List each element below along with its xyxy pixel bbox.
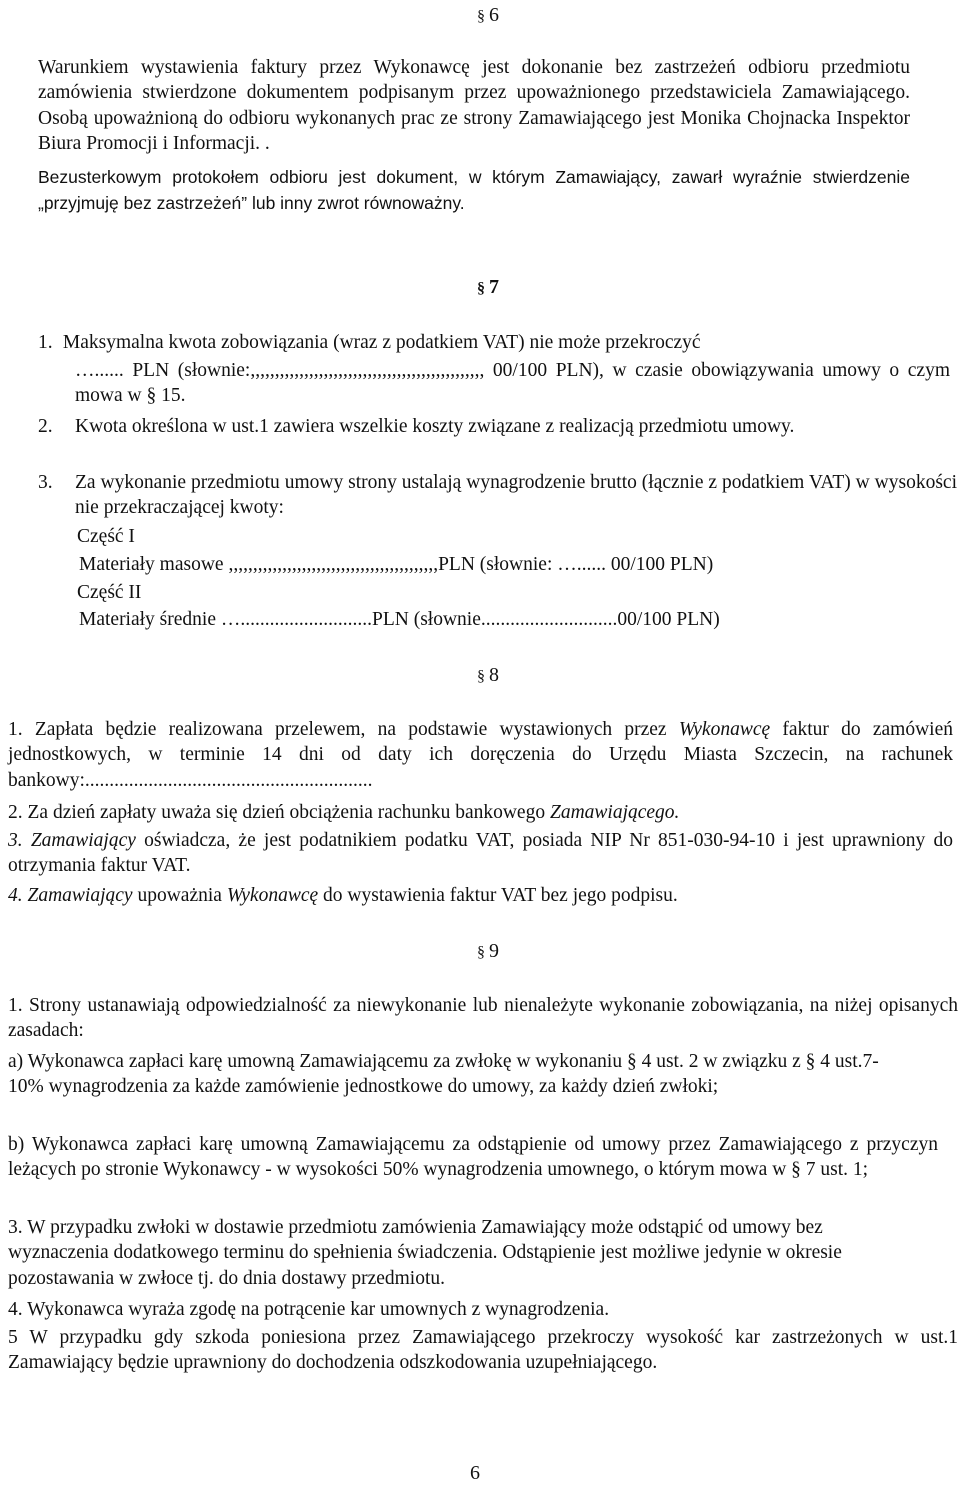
section-heading-8: § 8 [477, 664, 499, 686]
section-8-paragraph-4: 4. Zamawiający upoważnia Wykonawcę do wystawienia faktur VAT bez jego podpisu. [8, 885, 678, 906]
section-9-paragraph-3: 3. W przypadku zwłoki w dostawie przedmiotu zamówienia Zamawiający może odstąpić od umowy bez wyznaczenia dodatkowego terminu do spełnienia świadczenia. Odstąpienie jest możliwe jedynie w okresie pozostawania w zwłoce tj. do dnia dostawy przedmiotu. [8, 1217, 842, 1289]
section-9-paragraph-4: 4. Wykonawca wyraża zgodę na potrącenie kar umownych z wynagrodzenia. [8, 1299, 610, 1320]
section-7-item-1: 1. Maksymalna kwota zobowiązania (wraz z podatkiem VAT) nie może przekroczyć [38, 332, 701, 353]
section-9-point-a: a) Wykonawca zapłaci karę umowną Zamawiającemu za zwłokę w wykonaniu § 4 ust. 2 w związku z § 4 ust.7- 10% wynagrodzenia za każde zamówienie jednostkowe do umowy, za każdy dzień zwłoki; [8, 1051, 879, 1098]
section-7-item-3: 3. Za wykonanie przedmiotu umowy strony ustalają wynagrodzenie brutto (łącznie z podatkiem VAT) w wysokości nie przekraczającej kwoty: [38, 472, 957, 519]
section-heading-7: § 7 [477, 276, 499, 298]
section-8-paragraph-1: 1. Zapłata będzie realizowana przelewem, na podstawie wystawionych przez Wykonawcę faktur do zamówień jednostkowych, w terminie 14 dni od daty ich doręczenia do Urzędu Miasta Szczecin, na rachunek bankowy:........................................................... [8, 719, 953, 791]
part-2-label: Część II [77, 582, 142, 603]
section-8-paragraph-2: 2. Za dzień zapłaty uważa się dzień obciążenia rachunku bankowego Zamawiającego. [8, 802, 680, 823]
section-7-item-2: 2. Kwota określona w ust.1 zawiera wszelkie koszty związane z realizacją przedmiotu umowy. [38, 416, 795, 437]
page-number: 6 [470, 1462, 480, 1484]
section-9-paragraph-5: 5 W przypadku gdy szkoda poniesiona przez Zamawiającego przekroczy wysokość kar zastrzeżonych w ust.1 Zamawiający będzie uprawniony do dochodzenia odszkodowania uzupełniającego. [8, 1327, 958, 1374]
part-1-label: Część I [77, 526, 135, 547]
part-1-amount-line: Materiały masowe ,,,,,,,,,,,,,,,,,,,,,,,,,,,,,,,,,,,,,,,,,,,PLN (słownie: …...... 00/100 PLN) [79, 554, 714, 575]
section-9-paragraph-1: 1. Strony ustanawiają odpowiedzialność za niewykonanie lub nienależyte wykonanie zobowiązania, na niżej opisanych zasadach: [8, 995, 958, 1042]
section-heading-9: § 9 [477, 940, 499, 962]
section-6-paragraph-1: Warunkiem wystawienia faktury przez Wykonawcę jest dokonanie bez zastrzeżeń odbioru przedmiotu zamówienia stwierdzone dokumentem podpisanym przez upoważnionego przedstawiciela Zamawiającego. Osobą upoważnioną do odbioru wykonanych prac ze strony Zamawiającego jest Monika Chojnacka Inspektor Biura Promocji i Informacji. . [38, 57, 910, 155]
section-heading-6: § 6 [477, 4, 499, 26]
section-8-paragraph-3: 3. Zamawiający oświadcza, że jest podatnikiem podatku VAT, posiada NIP Nr 851-030-94-10 i jest uprawniony do otrzymania faktur VAT. [8, 830, 953, 877]
section-9-point-b: b) Wykonawca zapłaci karę umowną Zamawiającemu za odstąpienie od umowy przez Zamawiającego z przyczyn leżących po stronie Wykonawcy - w wysokości 50% wynagrodzenia umownego, o którym mowa w § 7 ust. 1; [8, 1134, 938, 1181]
section-7-item-1-continuation: …...... PLN (słownie:,,,,,,,,,,,,,,,,,,,,,,,,,,,,,,,,,,,,,,,,,,,,,,,, 00/100 PLN), w czasie obowiązywania umowy o czym mowa w § 15. [75, 360, 950, 407]
section-6-paragraph-2: Bezusterkowym protokołem odbioru jest dokument, w którym Zamawiający, zawarł wyraźnie stwierdzenie „przyjmuję bez zastrzeżeń” lub inny zwrot równoważny. [38, 167, 910, 214]
part-2-amount-line: Materiały średnie …...........................PLN (słownie............................00/100 PLN) [79, 609, 720, 630]
